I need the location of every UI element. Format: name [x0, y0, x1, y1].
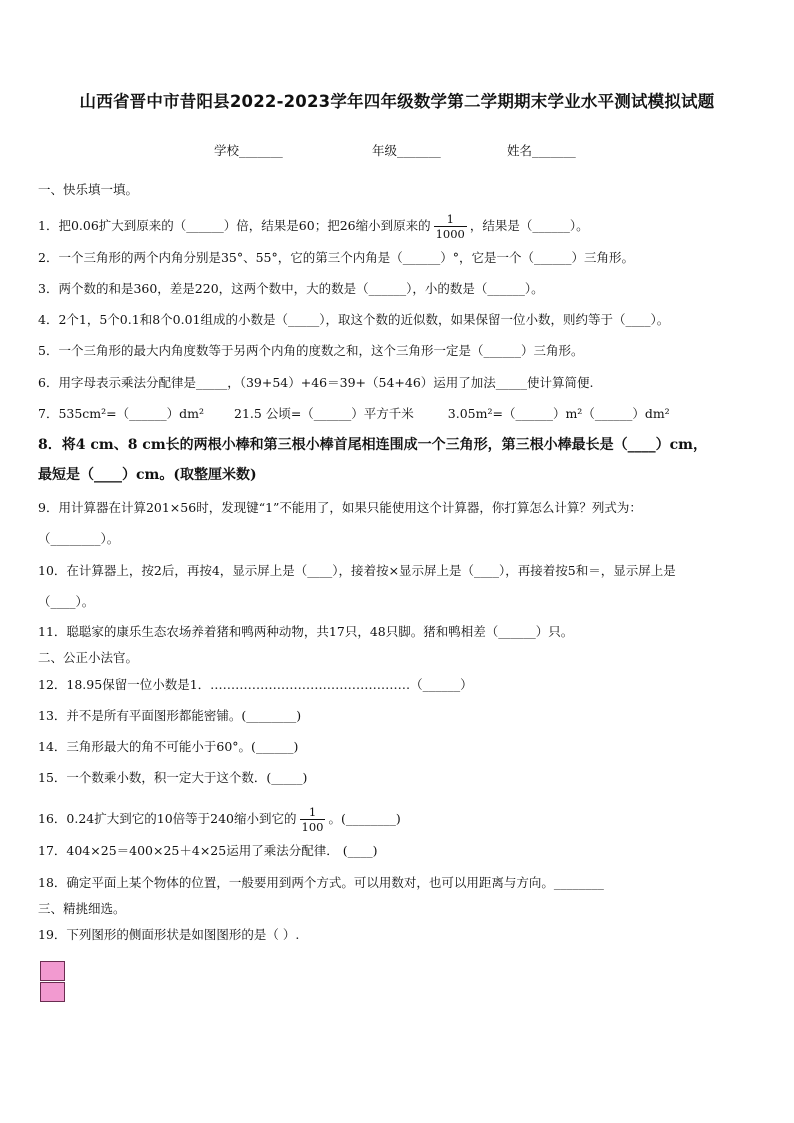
fraction-1-100 — [300, 805, 326, 834]
fraction-numerator: 1 — [308, 805, 317, 819]
question-12: 12．18.95保留一位小数是1．…………………………………………（______） — [38, 677, 473, 692]
question-5: 5．一个三角形的最大内角度数等于另两个内角的度数之和，这个三角形一定是（______）三角形。 — [38, 343, 584, 358]
question-11: 11．聪聪家的康乐生态农场养着猪和鸭两种动物，共17只，48只脚。猪和鸭相差（______）只。 — [38, 624, 574, 639]
question-14: 14．三角形最大的角不可能小于60°。(______) — [38, 739, 299, 754]
page-title: 山西省晋中市昔阳县2022-2023学年四年级数学第二学期期末学业水平测试模拟试题 — [79, 92, 715, 111]
question-7 — [38, 406, 670, 422]
section-heading-3: 三、精挑细选。 — [38, 901, 126, 916]
question-9-line-2: （________）。 — [38, 531, 120, 546]
question-16-text-a: 16．0.24扩大到它的10倍等于240缩小到它的 — [38, 811, 297, 826]
question-3: 3．两个数的和是360，差是220，这两个数中，大的数是（______），小的数是（______）。 — [38, 281, 544, 296]
question-15: 15．一个数乘小数，积一定大于这个数．(_____) — [38, 770, 308, 785]
question-17: 17．404×25＝400×25＋4×25运用了乘法分配律． (____) — [38, 843, 378, 858]
question-18: 18．确定平面上某个物体的位置，一般要用到两个方式。可以用数对，也可以用距离与方向。________ — [38, 875, 604, 890]
question-7-part-a: 7．535cm²=（______）dm² — [38, 406, 205, 421]
question-7-part-b: 21.5 公顷=（______）平方千米 — [234, 406, 414, 421]
question-13: 13．并不是所有平面图形都能密铺。(________) — [38, 708, 302, 723]
question-10-line-1: 10．在计算器上，按2后，再按4，显示屏上是（____），接着按×显示屏上是（____），再接着按5和＝，显示屏上是 — [38, 563, 676, 578]
question-1 — [38, 212, 589, 241]
question-2: 2．一个三角形的两个内角分别是35°、55°，它的第三个内角是（______）°，它是一个（______）三角形。 — [38, 250, 635, 265]
school-field: 学校_______ — [214, 143, 283, 158]
cube-figure-bottom — [40, 982, 65, 1002]
question-16-text-b: 。(________) — [328, 811, 401, 826]
fraction-denominator: 100 — [301, 820, 324, 834]
question-8-line-2: 最短是（____）cm。(取整厘米数) — [38, 467, 257, 483]
question-19: 19．下列图形的侧面形状是如图图形的是（ ）. — [38, 927, 300, 942]
question-1-text-b: ，结果是（______）。 — [469, 218, 589, 233]
section-heading-1: 一、快乐填一填。 — [38, 182, 139, 197]
fraction-1-1000 — [434, 212, 467, 241]
question-4: 4．2个1，5个0.1和8个0.01组成的小数是（_____），取这个数的近似数，如果保留一位小数，则约等于（____）。 — [38, 312, 670, 327]
cube-figure-top — [40, 961, 65, 981]
question-10-line-2: （____）。 — [38, 594, 95, 609]
section-heading-2: 二、公正小法官。 — [38, 650, 139, 665]
question-1-text-a: 1．把0.06扩大到原来的（______）倍，结果是60；把26缩小到原来的 — [38, 218, 431, 233]
question-6: 6．用字母表示乘法分配律是_____，（39+54）+46＝39+（54+46）运用了加法_____使计算简便. — [38, 375, 594, 390]
question-8-line-1: 8．将4 cm、8 cm长的两根小棒和第三根小棒首尾相连围成一个三角形，第三根小棒最长是（____）cm， — [38, 437, 707, 453]
fraction-denominator: 1000 — [435, 227, 465, 241]
question-16 — [38, 805, 401, 834]
question-9-line-1: 9．用计算器在计算201×56时，发现键“1”不能用了，如果只能使用这个计算器，你打算怎么计算？列式为： — [38, 500, 642, 515]
question-7-part-c: 3.05m²=（______）m²（______）dm² — [447, 406, 670, 421]
fraction-numerator: 1 — [446, 212, 454, 226]
grade-field: 年级_______ — [372, 143, 441, 158]
name-field: 姓名_______ — [507, 143, 576, 158]
